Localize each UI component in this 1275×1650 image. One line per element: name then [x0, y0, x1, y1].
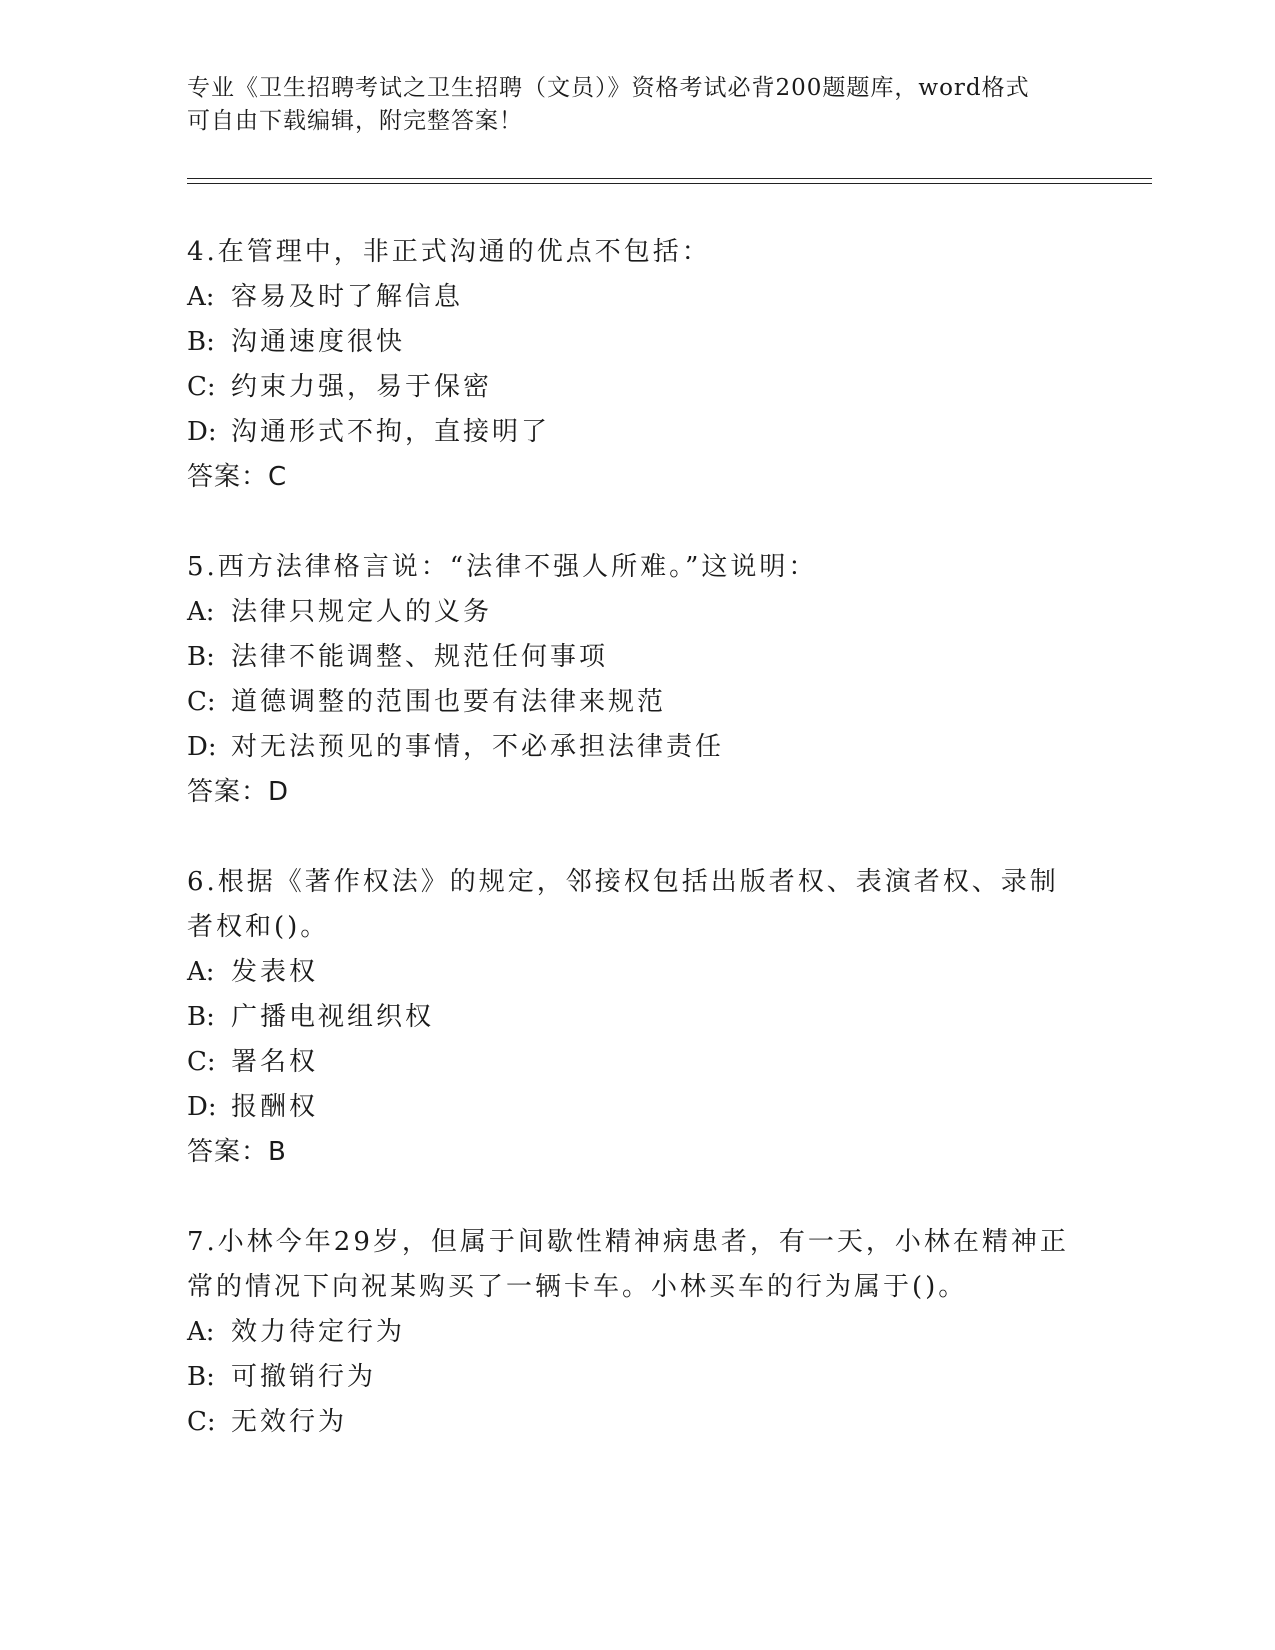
option-c — [187, 1400, 1087, 1445]
question-4 — [187, 230, 1087, 500]
question-stem: 6.根据《著作权法》的规定，邻接权包括出版者权、表演者权、录制者权和()。 — [187, 867, 1059, 942]
option-letter: C: — [187, 1047, 216, 1077]
option-letter: D: — [187, 1092, 217, 1122]
question-stem: 7.小林今年29岁，但属于间歇性精神病患者，有一天，小林在精神正常的情况下向祝某购买了一辆卡车。小林买车的行为属于()。 — [187, 1227, 1069, 1302]
option-letter: D: — [187, 732, 217, 762]
option-text: 发表权 — [231, 957, 319, 987]
header-divider-top — [187, 178, 1152, 179]
option-text: 署名权 — [231, 1047, 319, 1077]
option-letter: C: — [187, 687, 216, 717]
option-text: 沟通形式不拘，直接明了 — [231, 417, 551, 447]
option-a — [187, 590, 1087, 635]
option-letter: B: — [187, 327, 215, 357]
option-letter: B: — [187, 1362, 215, 1392]
document-header — [187, 72, 1067, 138]
question-stem: 5.西方法律格言说：“法律不强人所难。”这说明： — [187, 552, 818, 582]
option-b — [187, 995, 1087, 1040]
option-d — [187, 1085, 1087, 1130]
question-7 — [187, 1220, 1087, 1445]
option-a — [187, 1310, 1087, 1355]
option-b — [187, 1355, 1087, 1400]
option-text: 报酬权 — [231, 1092, 319, 1122]
question-stem: 4.在管理中，非正式沟通的优点不包括： — [187, 237, 711, 267]
option-letter: C: — [187, 372, 216, 402]
option-letter: A: — [187, 957, 215, 987]
option-letter: B: — [187, 642, 215, 672]
option-letter: D: — [187, 417, 217, 447]
option-d — [187, 410, 1087, 455]
option-text: 沟通速度很快 — [231, 327, 406, 357]
answer-line: 答案：D — [187, 777, 290, 807]
question-list — [187, 230, 1087, 1490]
option-text: 无效行为 — [231, 1407, 348, 1437]
option-text: 可撤销行为 — [231, 1362, 377, 1392]
option-text: 对无法预见的事情，不必承担法律责任 — [231, 732, 725, 762]
option-letter: A: — [187, 1317, 215, 1347]
option-text: 法律不能调整、规范任何事项 — [231, 642, 609, 672]
option-letter: A: — [187, 597, 215, 627]
question-6 — [187, 860, 1087, 1175]
option-c — [187, 1040, 1087, 1085]
option-b — [187, 635, 1087, 680]
answer-line: 答案：C — [187, 462, 288, 492]
question-5 — [187, 545, 1087, 815]
option-text: 约束力强，易于保密 — [231, 372, 493, 402]
header-divider-bottom — [187, 183, 1152, 184]
option-a — [187, 275, 1087, 320]
option-d — [187, 725, 1087, 770]
option-text: 法律只规定人的义务 — [231, 597, 493, 627]
option-c — [187, 680, 1087, 725]
header-line-1: 专业《卫生招聘考试之卫生招聘（文员）》资格考试必背200题题库，word格式 — [187, 75, 1030, 101]
option-text: 容易及时了解信息 — [231, 282, 464, 312]
header-line-2: 可自由下载编辑，附完整答案！ — [187, 108, 523, 134]
option-b — [187, 320, 1087, 365]
option-text: 效力待定行为 — [231, 1317, 406, 1347]
option-a — [187, 950, 1087, 995]
option-letter: C: — [187, 1407, 216, 1437]
answer-line: 答案：B — [187, 1137, 287, 1167]
option-c — [187, 365, 1087, 410]
option-letter: A: — [187, 282, 215, 312]
option-text: 道德调整的范围也要有法律来规范 — [231, 687, 667, 717]
option-letter: B: — [187, 1002, 215, 1032]
option-text: 广播电视组织权 — [231, 1002, 435, 1032]
